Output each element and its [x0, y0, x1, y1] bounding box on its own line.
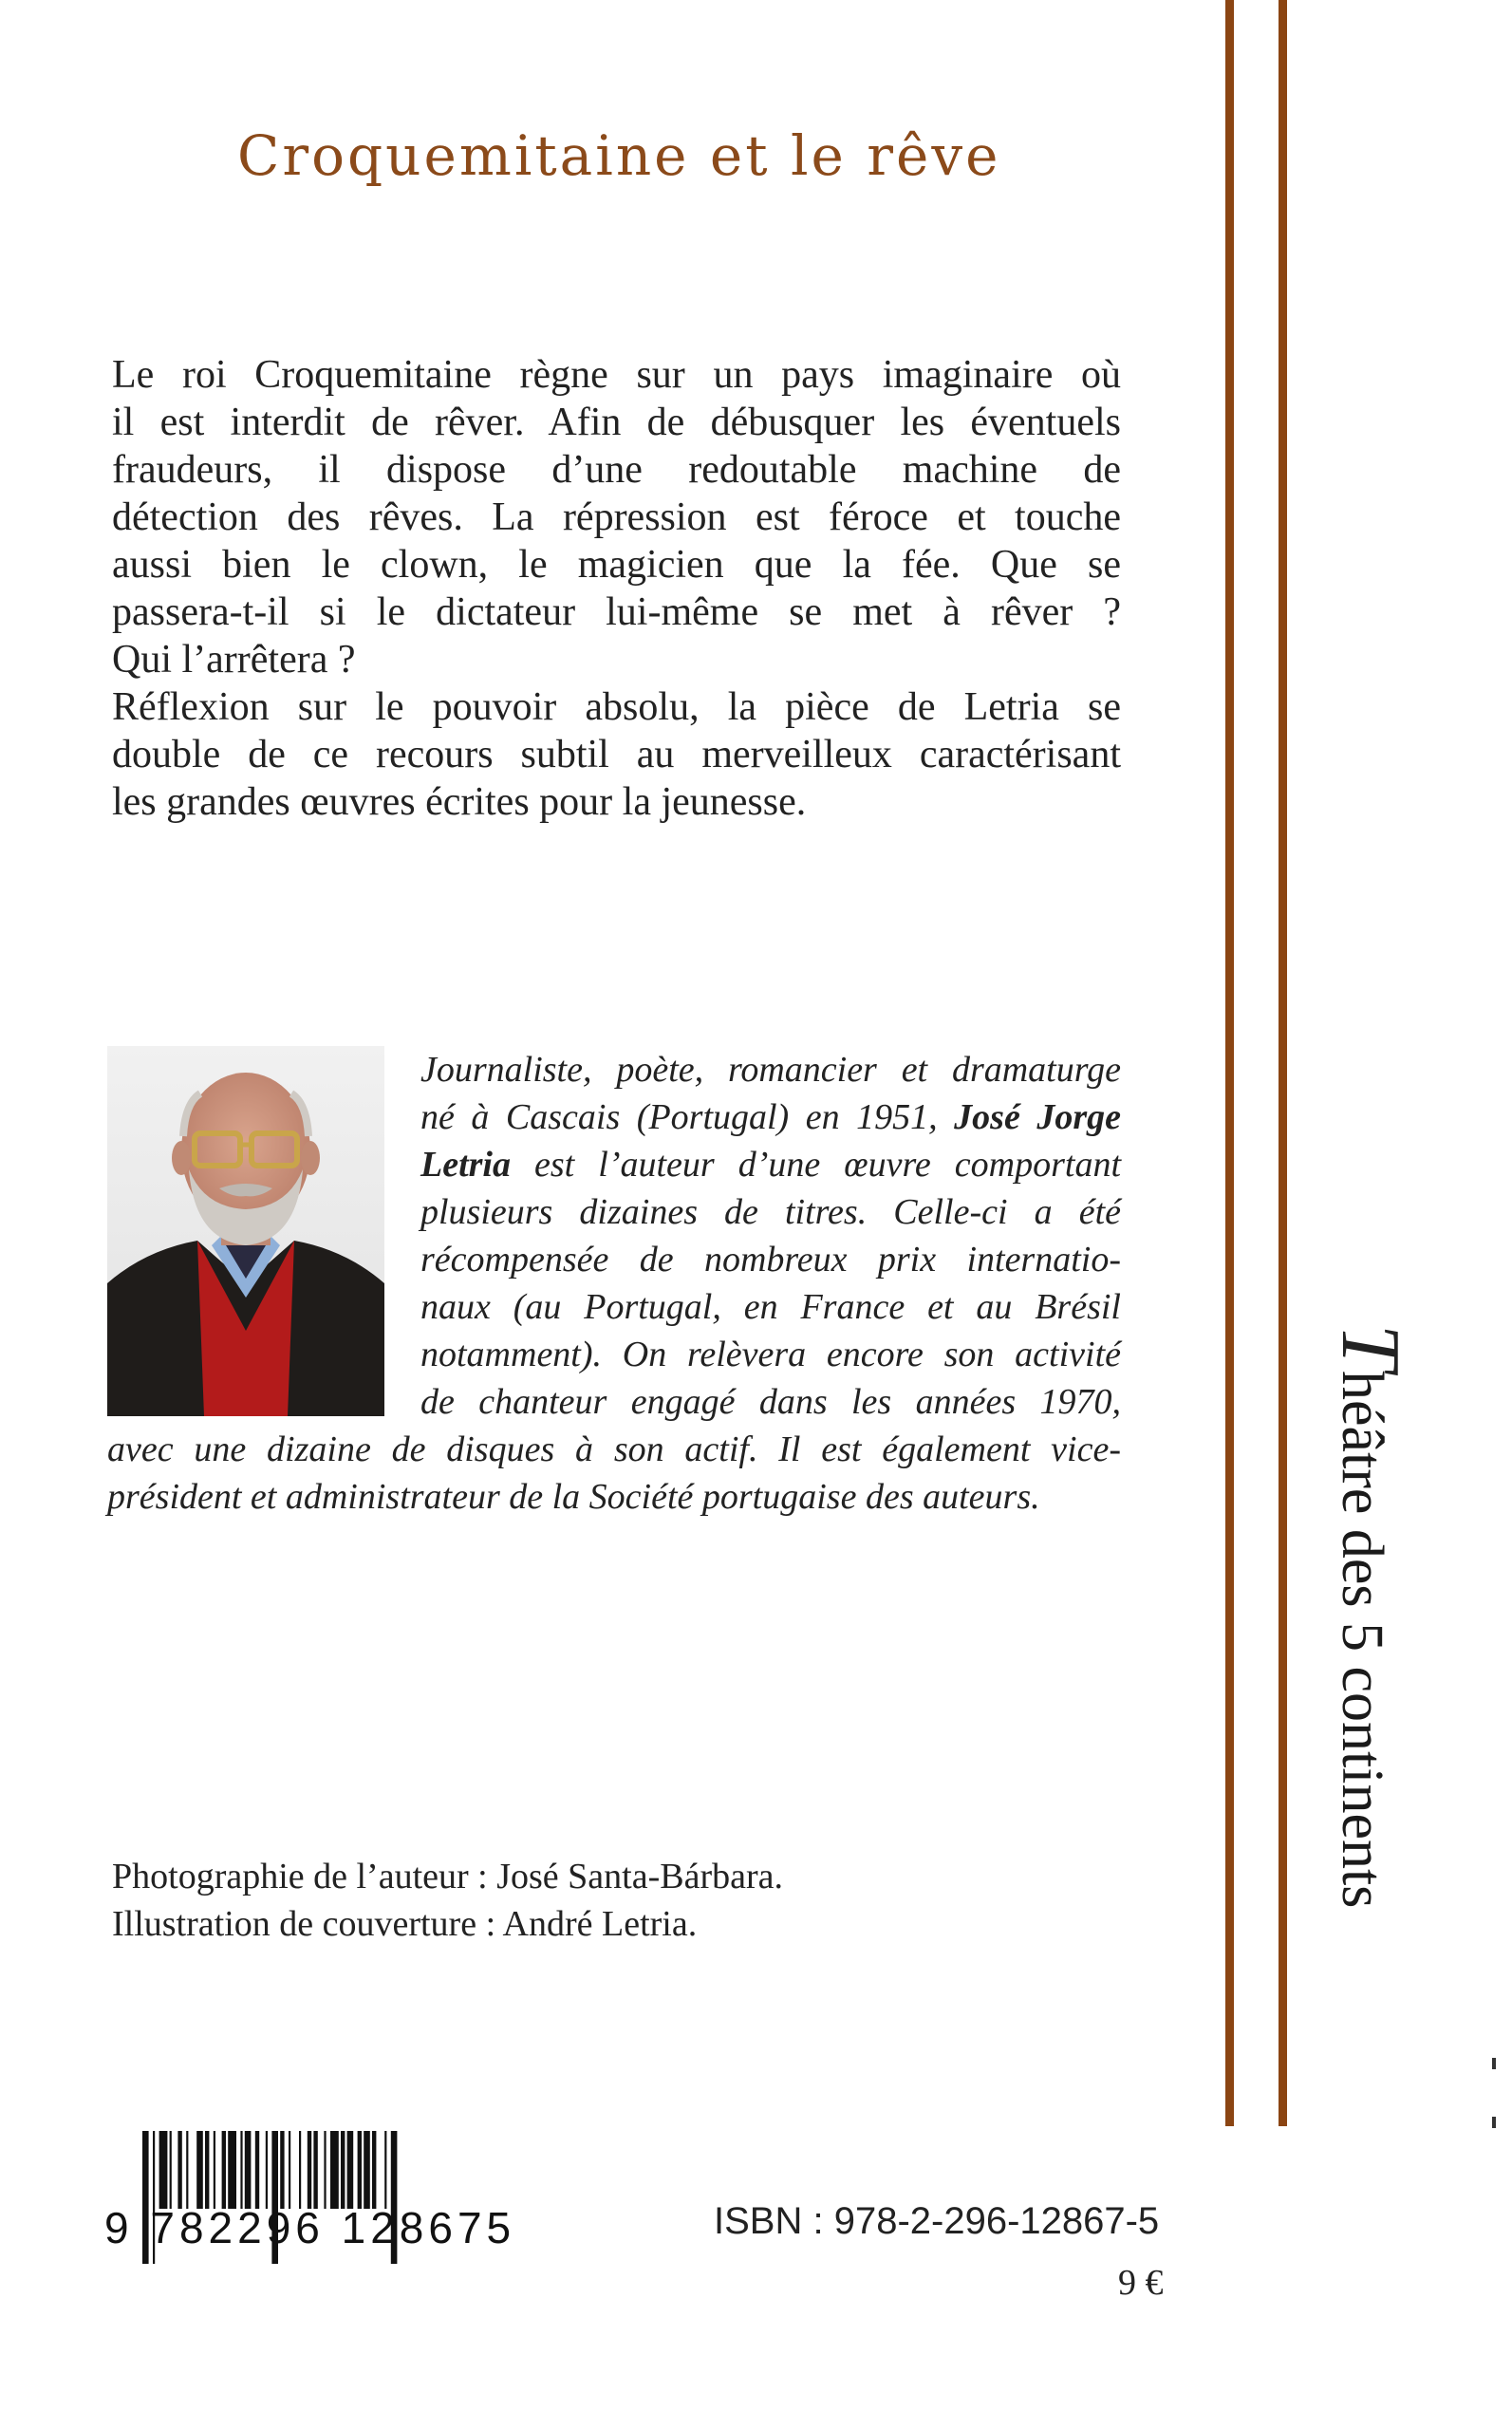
summary-line: Réflexion sur le pouvoir absolu, la pièce de Letria se — [112, 685, 1121, 729]
bio-line: président et administrateur de la Société portugaise des auteurs. — [107, 1477, 1040, 1517]
bio-line — [420, 1093, 1121, 1141]
summary-line: aussi bien le clown, le magicien que la fée. Que se — [112, 543, 1121, 587]
summary-line: fraudeurs, il dispose d’une redoutable machine de — [112, 448, 1121, 492]
barcode-bar — [186, 2131, 188, 2209]
barcode-digits: 9 782296 128675 — [104, 2203, 516, 2252]
barcode-bar — [205, 2131, 209, 2209]
bio-line — [420, 1141, 1121, 1188]
bio-line: naux (au Portugal, en France et au Brésil — [420, 1287, 1121, 1327]
barcode-bar — [177, 2131, 181, 2209]
bio-line: récompensée de nombreux prix internatio- — [420, 1240, 1121, 1280]
summary-line: il est interdit de rêver. Afin de débusquer les éventuels — [112, 401, 1121, 444]
barcode-bar — [347, 2131, 354, 2209]
barcode-bar — [159, 2131, 168, 2209]
barcode-bar — [214, 2131, 215, 2209]
series-label — [1324, 1324, 1416, 2131]
bio-line: de chanteur engagé dans les années 1970, — [420, 1382, 1121, 1422]
book-title: Croquemitaine et le rêve — [237, 123, 1001, 188]
barcode-bar — [255, 2131, 259, 2209]
barcode-bar — [372, 2131, 376, 2209]
barcode-bar — [299, 2131, 301, 2209]
barcode-bar — [330, 2131, 339, 2209]
barcode-bar — [289, 2131, 290, 2209]
barcode-bar — [341, 2131, 345, 2209]
author-bio — [107, 1046, 1121, 1521]
barcode-bar — [170, 2131, 172, 2209]
spine-line-right — [1279, 0, 1287, 2126]
barcode-bar — [364, 2131, 370, 2209]
summary-line: Qui l’arrêtera ? — [112, 638, 356, 682]
bio-line: plusieurs dizaines de titres. Celle-ci a été — [420, 1192, 1121, 1232]
barcode-bar — [313, 2131, 317, 2209]
summary-line: Le roi Croquemitaine règne sur un pays imaginaire où — [112, 353, 1121, 397]
barcode-bar — [384, 2131, 386, 2209]
barcode-bar — [266, 2131, 268, 2209]
bio-text: est l’auteur d’une œuvre comportant — [510, 1145, 1121, 1185]
barcode-bar — [196, 2131, 203, 2209]
barcode-bar — [324, 2131, 326, 2209]
spine-line-left — [1225, 0, 1234, 2126]
edge-mark — [1492, 2058, 1496, 2069]
series-name: héâtre des 5 continents — [1330, 1370, 1394, 1909]
summary-paragraph — [112, 351, 1121, 826]
series-initial: T — [1324, 1324, 1416, 1371]
summary-line: détection des rêves. La répression est féroce et touche — [112, 495, 1121, 539]
edge-mark — [1492, 2117, 1496, 2128]
author-name: José Jorge — [954, 1097, 1121, 1137]
barcode-bar — [228, 2131, 236, 2209]
summary-line: les grandes œuvres écrites pour la jeunesse. — [112, 780, 807, 824]
summary-line: passera-t-il si le dictateur lui-même se met à rêver ? — [112, 590, 1121, 634]
bio-line: notamment). On relèvera encore son activité — [420, 1335, 1121, 1374]
barcode-bar — [280, 2131, 284, 2209]
series-title — [1324, 1324, 1416, 1909]
illustration-credit: Illustration de couverture : André Letria. — [112, 1904, 698, 1944]
author-name: Letria — [420, 1145, 511, 1185]
bio-text: né à Cascais (Portugal) en 1951, — [420, 1097, 955, 1137]
price: 9 € — [1118, 2263, 1164, 2303]
summary-line: double de ce recours subtil au merveilleux caractérisant — [112, 733, 1121, 776]
barcode-bar — [308, 2131, 311, 2209]
barcode-bar — [358, 2131, 362, 2209]
bio-line: avec une dizaine de disques à son actif. Il est également vice- — [107, 1429, 1121, 1469]
bio-line: Journaliste, poète, romancier et dramaturge — [420, 1050, 1121, 1090]
barcode-bar — [240, 2131, 242, 2209]
barcode-bar — [222, 2131, 226, 2209]
photo-credit: Photographie de l’auteur : José Santa-Bárbara. — [112, 1857, 783, 1896]
barcode-bar — [245, 2131, 252, 2209]
isbn: ISBN : 978-2-296-12867-5 — [714, 2200, 1160, 2242]
